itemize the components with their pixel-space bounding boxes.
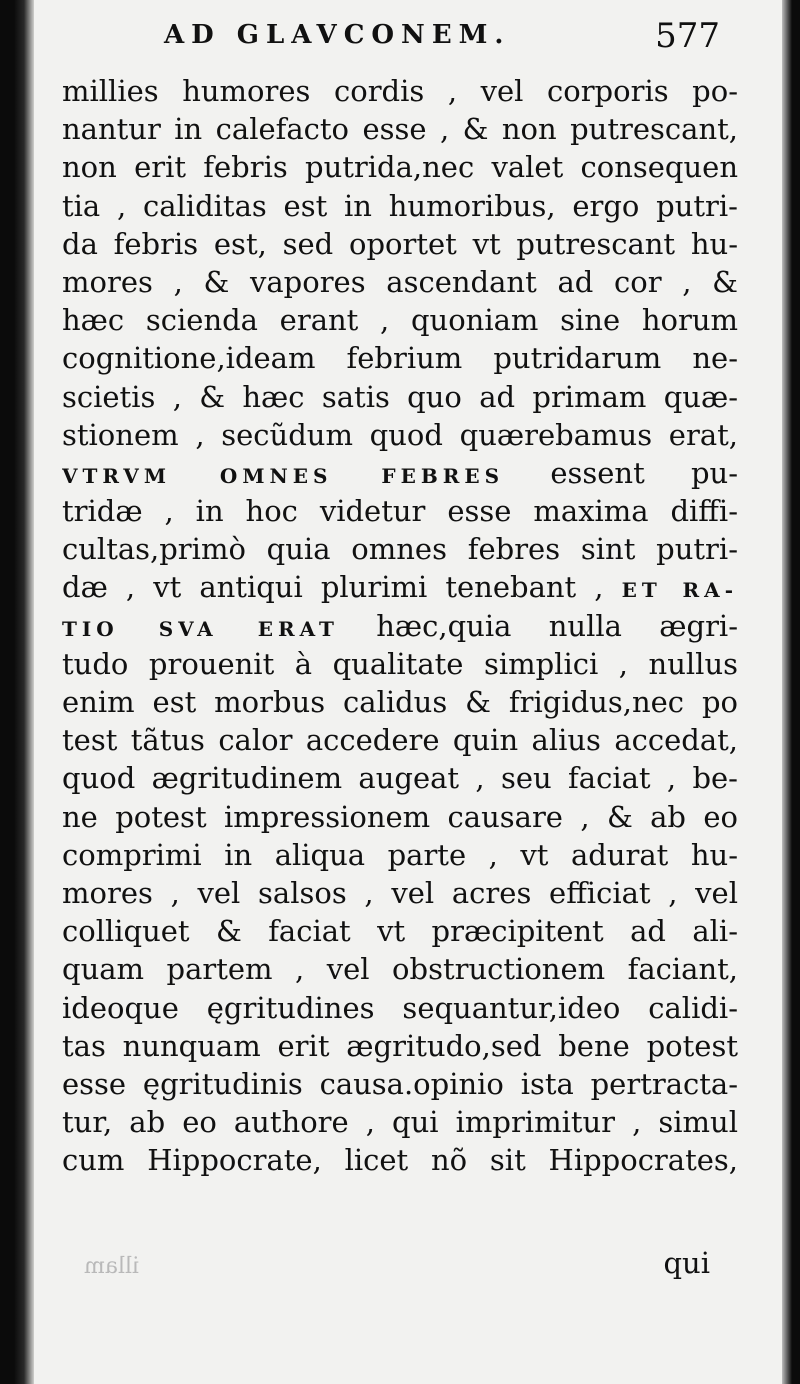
running-head: AD GLAVCONEM.	[164, 20, 511, 50]
text-line: esse ęgritudinis causa.opinio ista pertracta-	[62, 1066, 738, 1101]
catchword: qui	[663, 1246, 710, 1280]
body-text	[62, 72, 738, 1179]
text-line: cognitione,ideam febrium putridarum ne-	[62, 341, 738, 376]
text-line: ideoque ęgritudines sequantur,ideo calidi-	[62, 990, 738, 1025]
text-line: tas nunquam erit ægritudo,sed bene potest	[62, 1028, 738, 1063]
text-line: test tãtus calor accedere quin alius accedat,	[62, 723, 738, 758]
text-line: tudo prouenit à qualitate simplici , nullus	[62, 646, 738, 681]
text-line: tur, ab eo authore , qui imprimitur , simul	[62, 1105, 738, 1140]
text-line: da febris est, sed oportet vt putrescant hu-	[62, 226, 738, 261]
small-caps-phrase: VTRVM OMNES FEBRES	[62, 463, 505, 488]
page-header	[164, 18, 724, 64]
page-gutter-shadow	[14, 0, 34, 1384]
text-line: scietis , & hæc satis quo ad primam quæ-	[62, 379, 738, 414]
text-line: mores , & vapores ascendant ad cor , &	[62, 264, 738, 299]
text-line: hæc scienda erant , quoniam sine horum	[62, 303, 738, 338]
text-line: stionem , secũdum quod quærebamus erat,	[62, 417, 738, 452]
text-line: millies humores cordis , vel corporis po-	[62, 74, 738, 108]
text-line: comprimi in aliqua parte , vt adurat hu-	[62, 837, 738, 872]
text-line: colliquet & faciat vt præcipitent ad ali-	[62, 914, 738, 949]
text-line: cum Hippocrate, licet nõ sit Hippocrates,	[62, 1143, 738, 1178]
text-line: non erit febris putrida,nec valet consequen	[62, 150, 738, 185]
text-line: TIO SVA ERAT hæc,quia nulla ægri-	[62, 608, 738, 643]
small-caps-phrase: TIO SVA ERAT	[62, 616, 339, 641]
text-line: enim est morbus calidus & frigidus,nec po	[62, 685, 738, 719]
text-line: tia , caliditas est in humoribus, ergo putri-	[62, 188, 738, 223]
small-caps-phrase: ET RA-	[621, 578, 738, 603]
text-line: ne potest impressionem causare , & ab eo	[62, 799, 738, 834]
text-line: VTRVM OMNES FEBRES essent pu-	[62, 455, 738, 490]
text-line: dæ , vt antiqui plurimi tenebant , ET RA-	[62, 570, 738, 605]
bleed-through-text: illam	[84, 1254, 140, 1279]
text-line: nantur in calefacto esse , & non putrescant,	[62, 112, 738, 147]
book-page	[14, 0, 792, 1384]
text-line: mores , vel salsos , vel acres efficiat , vel	[62, 875, 738, 910]
text-line: tridæ , in hoc videtur esse maxima diffi-	[62, 494, 738, 529]
page-edge-shadow	[782, 0, 792, 1384]
text-line: quam partem , vel obstructionem faciant,	[62, 952, 738, 987]
page-number: 577	[655, 16, 720, 56]
text-line: quod ægritudinem augeat , seu faciat , be-	[62, 761, 738, 796]
text-line: cultas,primò quia omnes febres sint putri-	[62, 532, 738, 567]
